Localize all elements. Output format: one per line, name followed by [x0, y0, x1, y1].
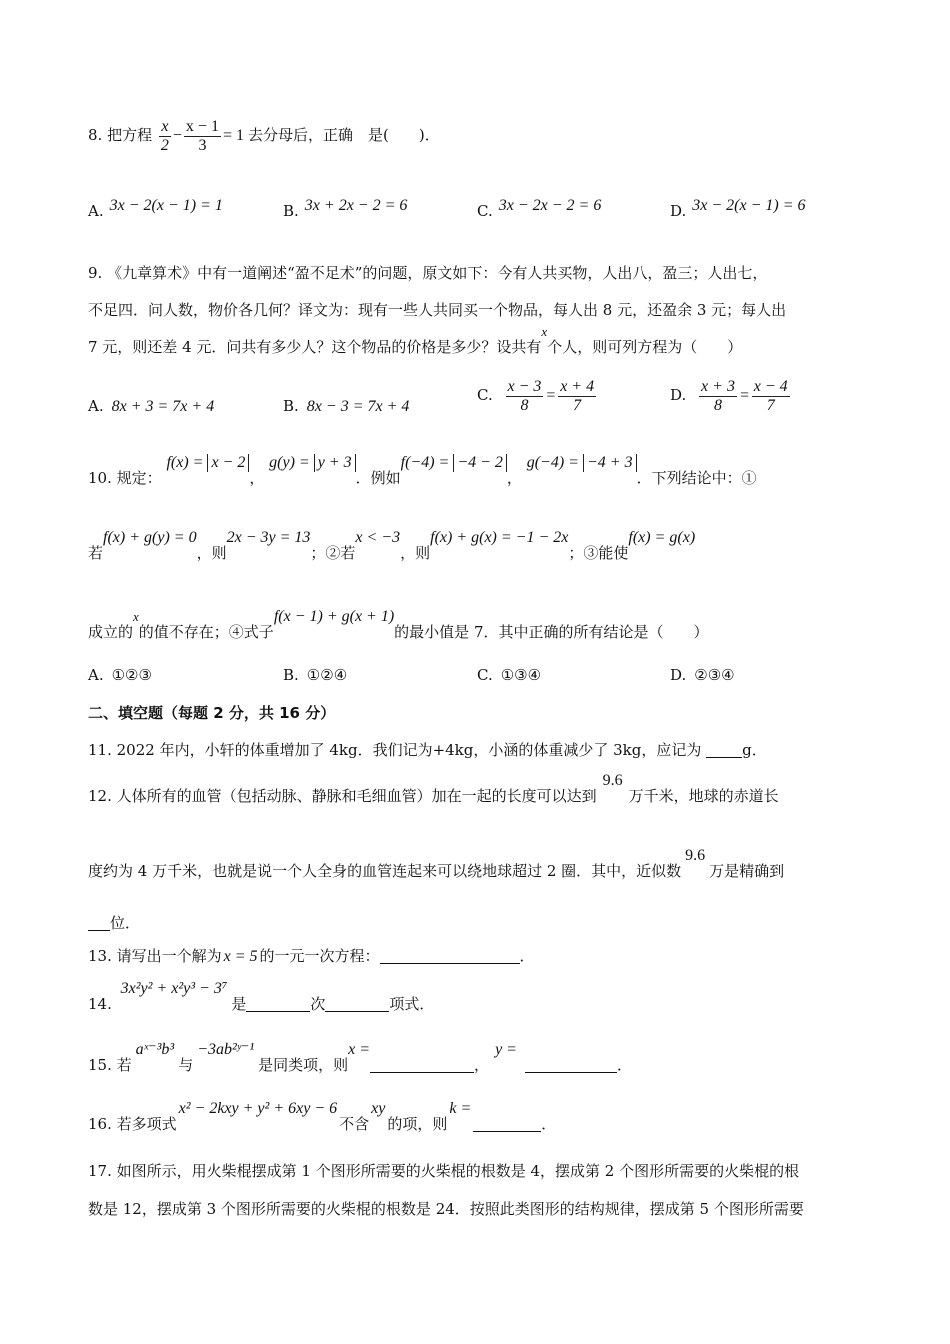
question-10-line-1: 10. 规定： f(x) = x − 2， g(y) = y + 3．例如f(−4) = −4 − 2， g(−4) = −4 + 3．下列结论中：① [88, 454, 757, 487]
question-14: 14. 3x²y² + x²y³ − 3⁷是 次 项式． [88, 980, 435, 1013]
question-8: 8. 把方程 $\frac{x}{2}$ − $\frac{x - 1}{3}$ = 1 去分母后，正确 是( )． [88, 118, 440, 154]
q10-option-d: D. ②③④ [670, 666, 735, 684]
question-12-line-3: 位． [88, 912, 140, 934]
question-10-line-2: 若f(x) + g(y) = 0，则2x − 3y = 13；②若x < −3，则f(x) + g(x) = −1 − 2x；③能使f(x) = g(x) [88, 529, 696, 562]
gy-def: g(y) = y + 3 [269, 454, 355, 471]
section-2-title: 二、填空题（每题 2 分，共 16 分） [88, 704, 336, 722]
q9-option-a: A. 8x + 3 = 7x + 4 [88, 397, 215, 415]
question-17-line-2: 数是 12，摆成第 3 个图形所需要的火柴棍的根数是 24．按照此类图形的结构规律，摆成第 5 个图形所需要 [88, 1200, 804, 1218]
q9-option-b: B. 8x − 3 = 7x + 4 [283, 397, 410, 415]
q8-option-d: D. 3x − 2(x − 1) = 6 [670, 197, 806, 220]
q8-option-b: B. 3x + 2x − 2 = 6 [283, 197, 408, 220]
example-2: g(−4) = −4 + 3 [527, 454, 637, 471]
q11-answer-blank [706, 741, 742, 758]
q9-option-c: C. $\frac{x - 3}{8}$ = $\frac{x + 4}{7}$ [477, 378, 595, 414]
q13-answer-blank [380, 947, 520, 964]
question-10-line-3: 成立的x的值不存在；④式子f(x − 1) + g(x + 1)的最小值是 7．其中正确的所有结论是（ ） [88, 608, 709, 641]
q14-blank-terms [325, 995, 389, 1012]
fx-def: f(x) = x − 2 [166, 454, 249, 471]
question-15: 15. 若aˣ⁻³b³与−3ab²ʸ⁻¹是同类项，则x =，y =． [88, 1041, 632, 1074]
q14-blank-degree [246, 995, 310, 1012]
q15-blank-y [525, 1056, 617, 1073]
question-12-line-2: 度约为 4 万千米，也就是说一个人全身的血管连起来可以绕地球超过 2 圈．其中，近似数9.6万是精确到 [88, 847, 785, 880]
q9-option-d: D. $\frac{x + 3}{8}$ = $\frac{x - 4}{7}$ [670, 378, 788, 414]
question-13: 13. 请写出一个解为 x = 5 的一元一次方程： ． [88, 947, 535, 965]
example-1: f(−4) = −4 − 2 [401, 454, 507, 471]
q10-option-c: C. ①③④ [477, 666, 542, 684]
q8-option-c: C. 3x − 2x − 2 = 6 [477, 197, 602, 220]
question-9-line-2: 不足四．问人数，物价各几何？译文为：现有一些人共同买一个物品，每人出 8 元，还盈余 3 元；每人出 [88, 301, 787, 319]
q12-answer-blank [88, 914, 110, 931]
q10-option-b: B. ①②④ [283, 666, 348, 684]
question-17-line-1: 17. 如图所示，用火柴棍摆成第 1 个图形所需要的火柴棍的根数是 4，摆成第 2 个图形所需要的火柴棍的根 [88, 1162, 800, 1180]
question-12-line-1: 12. 人体所有的血管（包括动脉、静脉和毛细血管）加在一起的长度可以达到9.6万千米，地球的赤道长 [88, 772, 779, 805]
q8-equation: $\frac{x}{2}$ − $\frac{x - 1}{3}$ = 1 [160, 118, 244, 154]
question-16: 16. 若多项式x² − 2kxy + y² + 6xy − 6不含xy的项，则k =． [88, 1100, 557, 1133]
q15-blank-x [370, 1056, 474, 1073]
question-9-line-1: 9. 《九章算术》中有一道阐述“盈不足术”的问题，原文如下：今有人共买物，人出八，盈三；人出七， [88, 264, 768, 282]
q16-answer-blank [473, 1115, 541, 1132]
q8-option-a: A. 3x − 2(x − 1) = 1 [88, 197, 223, 220]
question-9-line-3: 7 元，则还差 4 元．问共有多少人？这个物品的价格是多少？设共有x个人，则可列方程为（ ） [88, 324, 743, 356]
question-11: 11. 2022 年内，小轩的体重增加了 4kg．我们记为+4kg，小涵的体重减少了 3kg，应记为 g． [88, 741, 767, 759]
q10-option-a: A. ①②③ [88, 666, 152, 684]
